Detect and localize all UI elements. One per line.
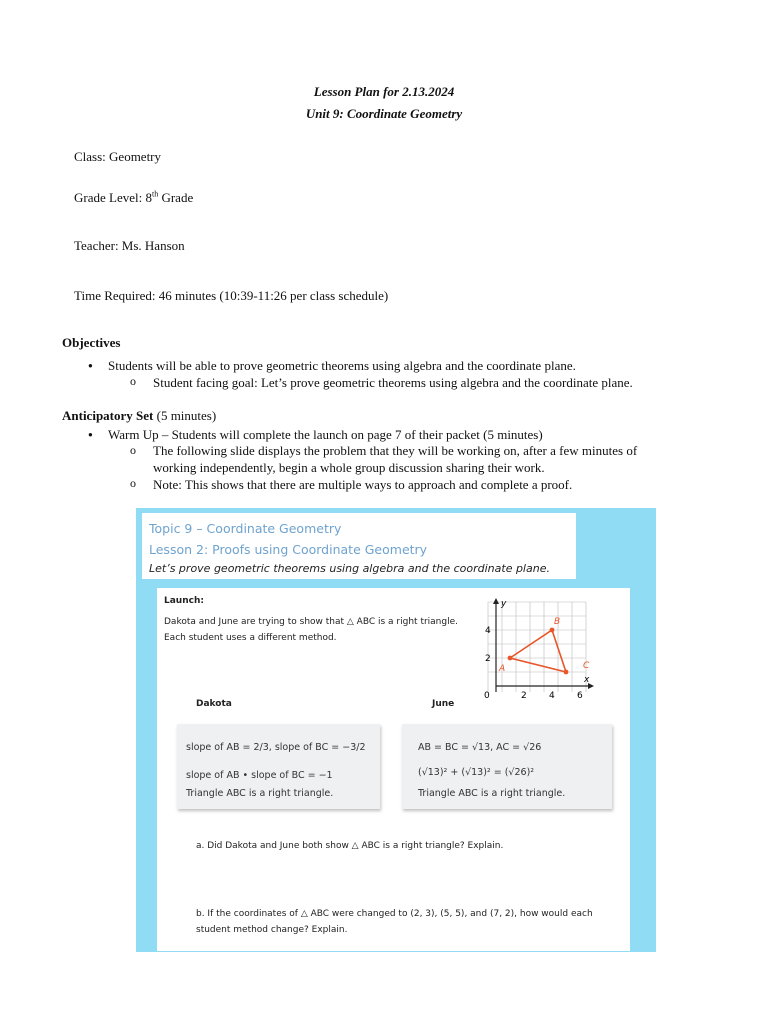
y-axis-arrow-icon (493, 598, 499, 604)
y-tick-label: 2 (485, 654, 491, 664)
launch-line1: Dakota and June are trying to show that △ ABC is a right triangle. (164, 617, 458, 627)
x-tick-label: 6 (577, 691, 583, 701)
objective-bullet: Students will be able to prove geometric theorems using algebra and the coordinate plane. (108, 358, 576, 373)
june-label: June (432, 699, 455, 709)
bullet-icon: ● (88, 430, 93, 439)
slide-lesson: Lesson 2: Proofs using Coordinate Geometry (149, 542, 428, 557)
bullet-icon: ● (88, 361, 93, 370)
point-b (550, 628, 555, 633)
june-line1: AB = BC = √13, AC = √26 (418, 742, 542, 753)
unit-title: Unit 9: Coordinate Geometry (305, 106, 463, 121)
dakota-line1: slope of AB = 2/3, slope of BC = −3/2 (186, 742, 366, 753)
x-axis-label: x (584, 675, 590, 685)
question-b-line1: b. If the coordinates of △ ABC were changed to (2, 3), (5, 5), and (7, 2), how would each (196, 909, 593, 919)
point-a-label: A (499, 664, 506, 674)
lesson-plan-title: Lesson Plan for 2.13.2024 (313, 84, 455, 99)
slide-description-line1: The following slide displays the problem that they will be working on, after a few minutes of (153, 443, 638, 458)
point-b-label: B (554, 617, 561, 627)
teacher-line: Teacher: Ms. Hanson (74, 238, 185, 253)
dakota-line2: slope of AB • slope of BC = −1 (186, 770, 333, 781)
triangle-abc (510, 630, 566, 672)
point-c (564, 670, 569, 675)
time-line: Time Required: 46 minutes (10:39-11:26 per class schedule) (74, 288, 389, 303)
objective-sub-bullet: Student facing goal: Let’s prove geometric theorems using algebra and the coordinate plane. (153, 375, 633, 390)
coordinate-graph (476, 596, 600, 708)
warmup-bullet: Warm Up – Students will complete the launch on page 7 of their packet (5 minutes) (108, 427, 543, 442)
circle-bullet-icon: o (130, 476, 136, 490)
point-c-label: C (583, 661, 590, 671)
circle-bullet-icon: o (130, 374, 136, 388)
circle-bullet-icon: o (130, 443, 136, 457)
note-line: Note: This shows that there are multiple ways to approach and complete a proof. (153, 477, 573, 492)
launch-label: Launch: (164, 596, 204, 606)
june-line3: Triangle ABC is a right triangle. (418, 788, 566, 799)
x-tick-label: 4 (549, 691, 555, 701)
grade-line: Grade Level: 8th Grade (74, 189, 194, 205)
point-a (508, 656, 513, 661)
class-line: Class: Geometry (74, 149, 162, 164)
june-line2: (√13)² + (√13)² = (√26)² (418, 767, 535, 778)
slide-topic: Topic 9 – Coordinate Geometry (149, 521, 342, 536)
slide-description-line2: working independently, begin a whole group discussion sharing their work. (153, 460, 545, 475)
launch-line2: Each student uses a different method. (164, 633, 337, 643)
slide-goal: Let’s prove geometric theorems using algebra and the coordinate plane. (149, 562, 550, 575)
y-axis-label: y (501, 599, 507, 609)
origin-label: 0 (484, 691, 490, 701)
x-tick-label: 2 (521, 691, 527, 701)
objectives-heading: Objectives (62, 335, 121, 350)
question-a: a. Did Dakota and June both show △ ABC is a right triangle? Explain. (196, 841, 504, 851)
question-b-line2: student method change? Explain. (196, 925, 348, 935)
dakota-label: Dakota (196, 699, 232, 709)
dakota-line3: Triangle ABC is a right triangle. (186, 788, 334, 799)
y-tick-label: 4 (485, 626, 491, 636)
anticipatory-heading: Anticipatory Set (5 minutes) (62, 408, 217, 423)
